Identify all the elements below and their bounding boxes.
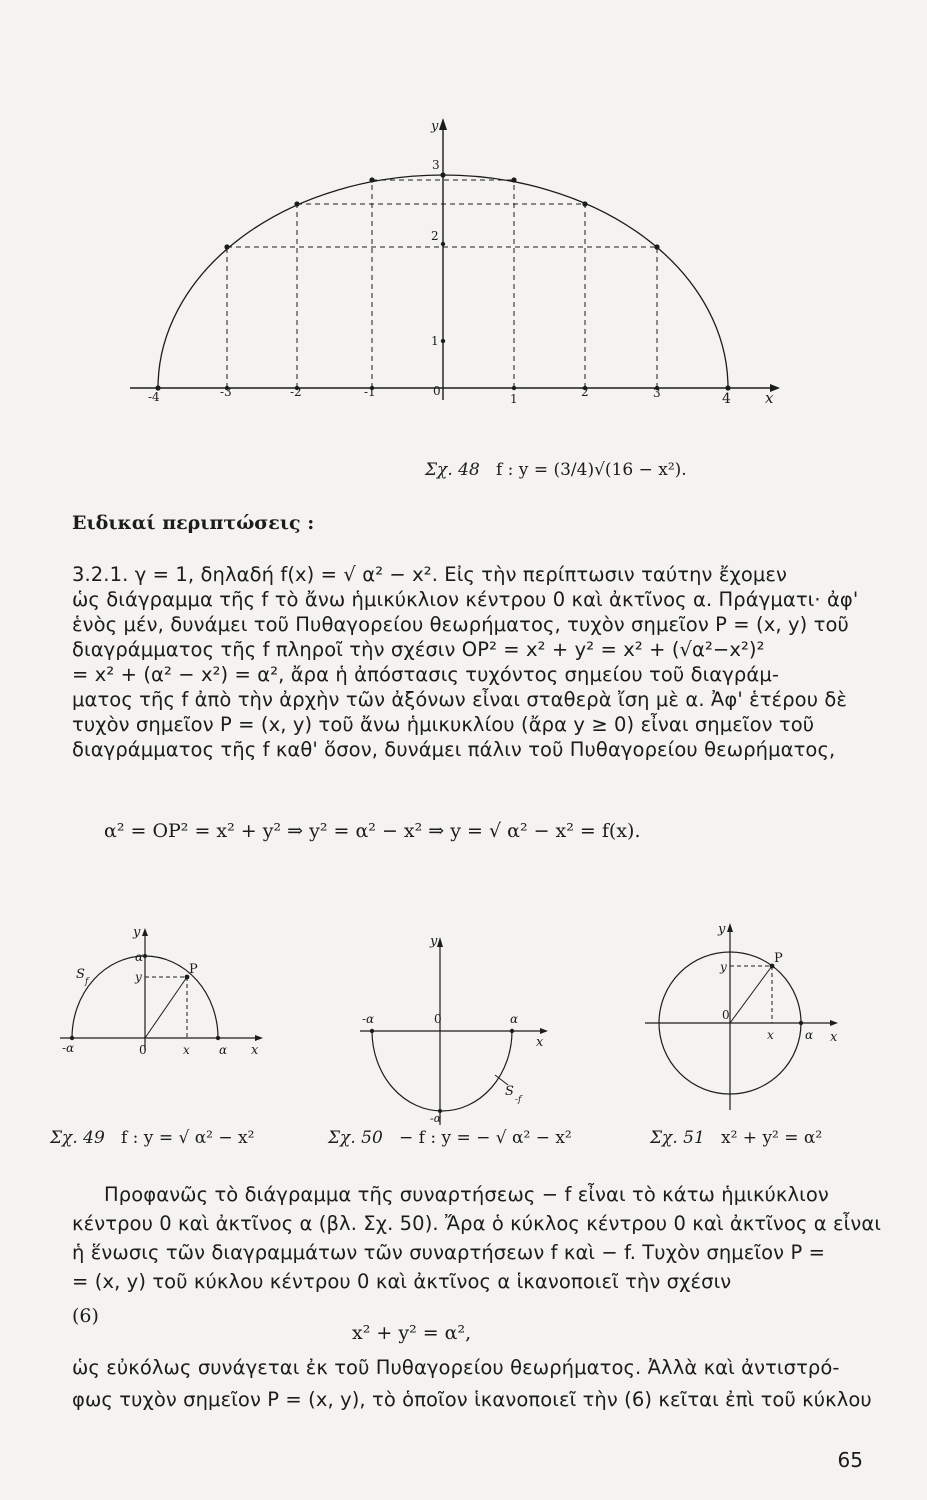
label-a-right: α [805, 1028, 814, 1042]
x-tick-label: -4 [148, 390, 160, 404]
figure-50-graph [350, 925, 570, 1130]
x-tick-label: -1 [364, 385, 376, 399]
figure-48-number: Σχ. 48 [425, 460, 480, 480]
label-x-axis: x [830, 1030, 838, 1045]
label-y-axis: y [430, 934, 438, 949]
page-number: 65 [837, 1448, 863, 1472]
text-line: = x² + (α² − x²) = α², ἄρα ἡ ἀπόστασις τυχόντος σημείου τοῦ διαγράμ- [72, 663, 779, 686]
section-title: Ειδικαί περιπτώσεις : [72, 512, 315, 534]
label-a-right: α [510, 1012, 519, 1026]
figure-49-formula: f : y = √ α² − x² [120, 1128, 255, 1148]
figure-48-formula: f : y = (3/4)√(16 − x²). [495, 460, 687, 480]
y-axis-label: y [431, 119, 439, 134]
label-x-value: x [183, 1043, 190, 1057]
figure-51-caption [650, 1128, 822, 1148]
y-tick-label: 1 [431, 334, 439, 348]
label-y-axis: y [133, 925, 141, 940]
text-line: ὡς εὐκόλως συνάγεται ἐκ τοῦ Πυθαγορείου θεωρήματος. Ἀλλὰ καὶ ἀντιστρό- [72, 1356, 840, 1379]
label-neg-a-bottom: -α [430, 1112, 442, 1125]
label-a-top: α [135, 950, 144, 964]
x-tick-label: 1 [510, 392, 518, 406]
paragraph-lower [72, 1180, 881, 1296]
label-zero: 0 [139, 1043, 147, 1057]
label-zero: 0 [722, 1008, 730, 1022]
label-y-axis: y [718, 922, 726, 937]
equation-6-label: (6) [72, 1305, 99, 1327]
label-neg-a: -α [62, 1041, 75, 1055]
label-S: S [505, 1084, 514, 1099]
text-line: 3.2.1. γ = 1, δηλαδή f(x) = √ α² − x². Εἰς τὴν περίπτωσιν ταύτην ἔχομεν [72, 563, 788, 586]
text-line: διαγράμματος τῆς f πληροῖ τὴν σχέσιν OP² = x² + y² = x² + (√α²−x²)² [72, 638, 765, 661]
figure-49-number: Σχ. 49 [50, 1128, 105, 1148]
label-y-value: y [720, 960, 727, 974]
x-tick-label: 3 [653, 386, 661, 400]
label-x-axis: x [251, 1043, 259, 1058]
equation-6: x² + y² = α², [352, 1322, 472, 1344]
figure-51-formula: x² + y² = α² [720, 1128, 823, 1148]
text-line: Προφανῶς τὸ διάγραμμα τῆς συναρτήσεως − f εἶναι τὸ κάτω ἡμικύκλιον [104, 1183, 829, 1206]
label-P: P [774, 951, 783, 966]
figure-51-number: Σχ. 51 [650, 1128, 705, 1148]
text-line: φως τυχὸν σημεῖον P = (x, y), τὸ ὁποῖον ἱκανοποιεῖ τὴν (6) κεῖται ἐπὶ τοῦ κύκλου [72, 1388, 872, 1411]
y-tick-label: 3 [432, 158, 440, 172]
paragraph-3-2-1 [72, 562, 858, 762]
y-axis-arrow [439, 118, 447, 130]
label-f-sub: -f [515, 1095, 522, 1105]
label-y-value: y [135, 970, 142, 984]
text-line: ἡ ἕνωσις τῶν διαγραμμάτων τῶν συναρτήσεων f καὶ − f. Τυχὸν σημεῖον P = [72, 1241, 826, 1264]
text-line: διαγράμματος τῆς f καθ' ὅσον, δυνάμει πάλιν τοῦ Πυθαγορείου θεωρήματος, [72, 738, 836, 761]
text-line: κέντρου 0 καὶ ἀκτῖνος α (βλ. Σχ. 50). Ἄρα ὁ κύκλος κέντρου 0 καὶ ἀκτῖνος α εἶναι [72, 1212, 882, 1235]
figure-50-number: Σχ. 50 [328, 1128, 383, 1148]
label-S: S [76, 967, 85, 982]
equation-1: α² = OP² = x² + y² ⇒ y² = α² − x² ⇒ y = √ α² − x² = f(x). [104, 820, 641, 842]
label-x-axis: x [536, 1035, 544, 1050]
figure-49-graph [55, 920, 275, 1070]
text-line: ἑνὸς μέν, δυνάμει τοῦ Πυθαγορείου θεωρήματος, τυχὸν σημεῖον P = (x, y) τοῦ [72, 613, 849, 636]
y-tick-label: 2 [431, 229, 439, 243]
label-zero: 0 [434, 1012, 442, 1026]
x-tick-label: 0 [433, 384, 441, 398]
dashed-guides [227, 180, 657, 388]
text-line: = (x, y) τοῦ κύκλου κέντρου 0 καὶ ἀκτῖνος α ἱκανοποιεῖ τὴν σχέσιν [72, 1270, 732, 1293]
label-x-value: x [767, 1028, 774, 1042]
x-tick-label: -3 [220, 385, 232, 399]
x-axis-label: x [765, 389, 774, 407]
x-tick-label: 4 [722, 391, 731, 407]
label-neg-a: -α [362, 1012, 375, 1026]
paragraph-final [72, 1352, 872, 1416]
x-tick-label: 2 [581, 385, 589, 399]
text-line: ματος τῆς f ἀπὸ τὴν ἀρχὴν τῶν ἀξόνων εἶναι σταθερὰ ἴση μὲ α. Ἀφ' ἑτέρου δὲ [72, 688, 848, 711]
figure-50-formula: − f : y = − √ α² − x² [398, 1128, 572, 1148]
x-tick-label: -2 [290, 385, 302, 399]
figure-49-caption [50, 1128, 254, 1148]
text-line: τυχὸν σημεῖον P = (x, y) τοῦ ἄνω ἡμικυκλίου (ἄρα y ≥ 0) εἶναι σημεῖον τοῦ [72, 713, 815, 736]
figure-48-graph [120, 100, 800, 420]
figure-48-caption [425, 460, 687, 480]
label-a-right: α [219, 1043, 228, 1057]
figure-51-graph [640, 915, 860, 1115]
text-line: ὡς διάγραμμα τῆς f τὸ ἄνω ἡμικύκλιον κέντρου 0 καὶ ἀκτῖνος α. Πράγματι· ἀφ' [72, 588, 859, 611]
label-P: P [189, 962, 198, 977]
label-f-sub: f [85, 977, 89, 987]
figure-50-caption [328, 1128, 572, 1148]
